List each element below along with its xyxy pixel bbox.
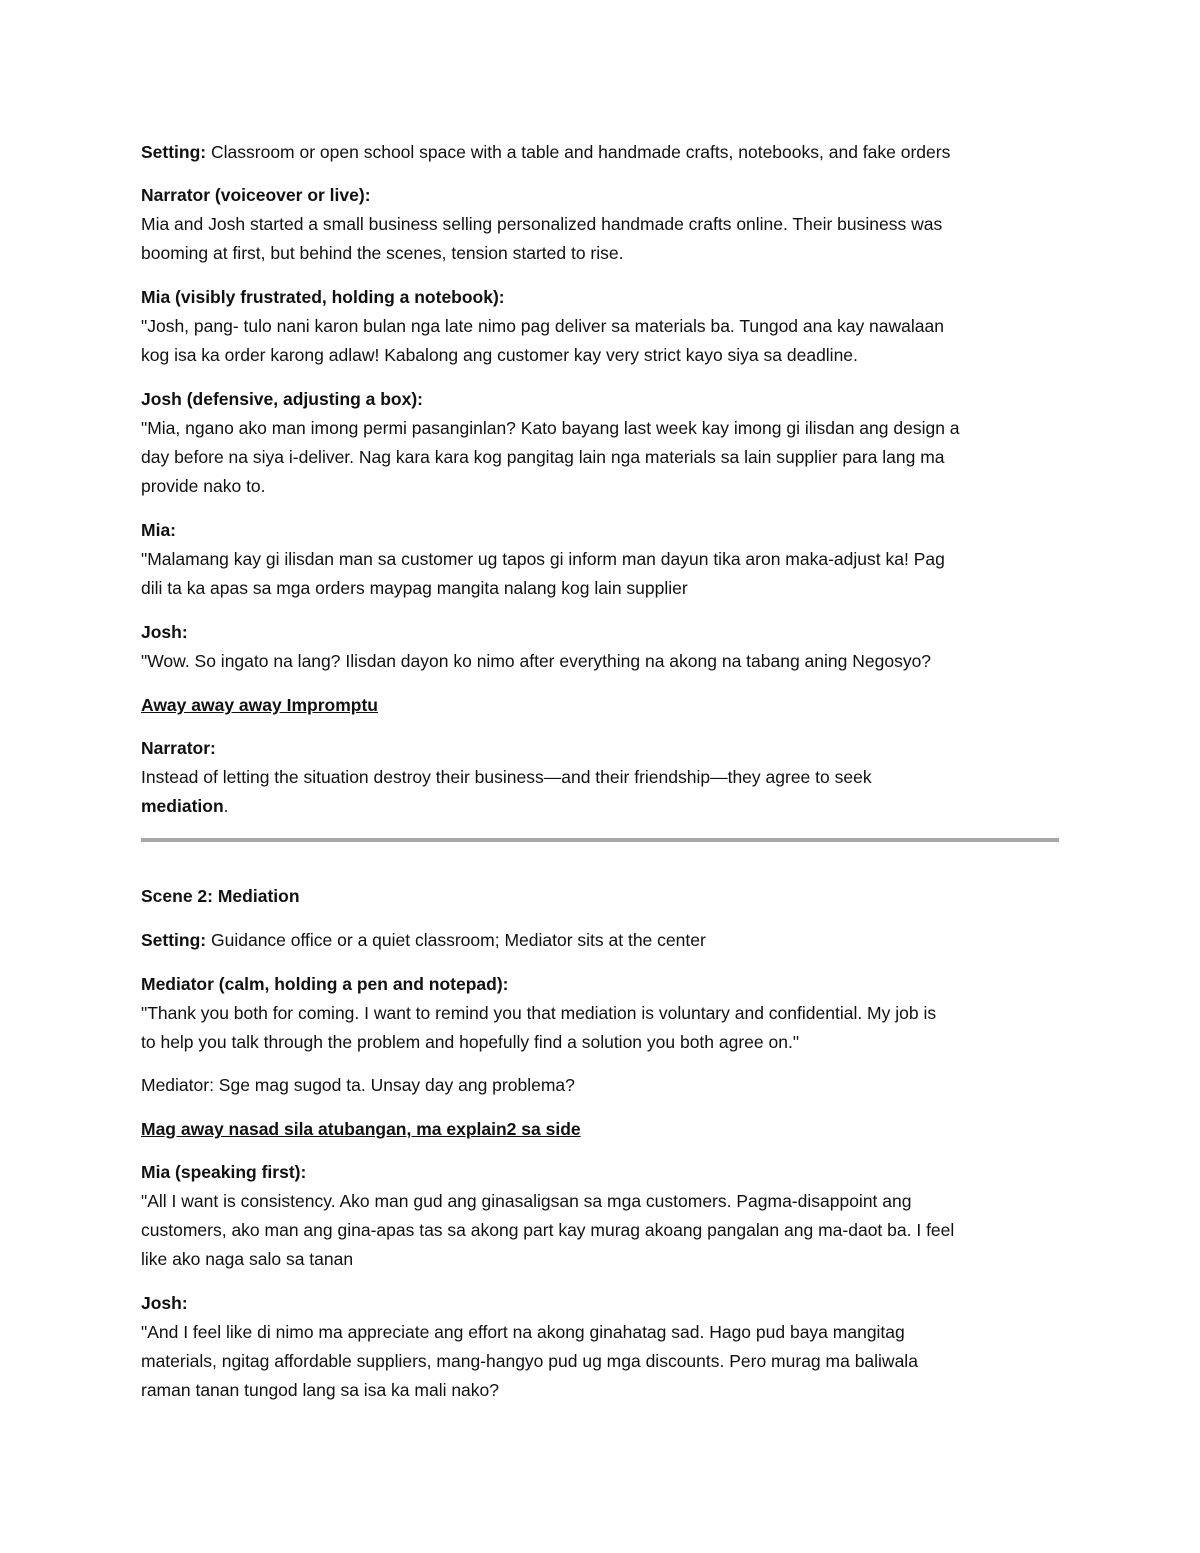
josh-text-line: "Wow. So ingato na lang? Ilisdan dayon ko nimo after everything na akong na tabang aning Negosyo?: [141, 651, 932, 671]
setting-line: [141, 926, 1059, 955]
setting-label: Setting:: [141, 930, 207, 950]
document-page: [141, 138, 1059, 1405]
narrator-heading: Narrator:: [141, 738, 216, 758]
scene-title: Scene 2: Mediation: [141, 886, 300, 906]
mia-text-line: customers, ako man ang gina-apas tas sa akong part kay murag akoang pangalan ang ma-daot ba. I feel: [141, 1220, 955, 1240]
impromptu-note: [141, 691, 1059, 720]
mia-heading: Mia (speaking first):: [141, 1162, 307, 1182]
narrator-text-line: booming at first, but behind the scenes, tension started to rise.: [141, 243, 624, 263]
mediator-heading: Mediator (calm, holding a pen and notepad):: [141, 974, 509, 994]
josh-heading: Josh:: [141, 1293, 188, 1313]
josh-text-line: day before na siya i-deliver. Nag kara kara kog pangitag lain nga materials sa lain supplier para lang ma: [141, 447, 945, 467]
horizontal-divider: [141, 838, 1059, 842]
josh-heading: Josh (defensive, adjusting a box):: [141, 389, 423, 409]
josh-text-line: raman tanan tungod lang sa isa ka mali nako?: [141, 1380, 500, 1400]
setting-label: Setting:: [141, 142, 207, 162]
impromptu-note-text: Mag away nasad sila atubangan, ma explain2 sa side: [141, 1119, 581, 1139]
mia-text-line: like ako naga salo sa tanan: [141, 1249, 354, 1269]
narrator-text-line: Mia and Josh started a small business selling personalized handmade crafts online. Their business was: [141, 214, 943, 234]
mia-text-line: "Malamang kay gi ilisdan man sa customer ug tapos gi inform man dayun tika aron maka-adjust ka! Pag: [141, 549, 945, 569]
setting-line: [141, 138, 1059, 167]
setting-text: Guidance office or a quiet classroom; Mediator sits at the center: [206, 930, 706, 950]
narrator-text-line: [141, 792, 1059, 821]
mia-text-line: "Josh, pang- tulo nani karon bulan nga late nimo pag deliver sa materials ba. Tungod ana kay nawalaan: [141, 316, 944, 336]
mediator-text-line: "Thank you both for coming. I want to remind you that mediation is voluntary and confidential. My job is: [141, 1003, 937, 1023]
josh-text-line: materials, ngitag affordable suppliers, mang-hangyo pud ug mga discounts. Pero murag ma baliwala: [141, 1351, 918, 1371]
mia-text-line: "All I want is consistency. Ako man gud ang ginasaligsan sa mga customers. Pagma-disappoint ang: [141, 1191, 912, 1211]
narrator-heading: Narrator (voiceover or live):: [141, 185, 371, 205]
josh-text-line: provide nako to.: [141, 476, 266, 496]
impromptu-note: [141, 1115, 1059, 1144]
mediator-text-line: to help you talk through the problem and hopefully find a solution you both agree on.": [141, 1032, 800, 1052]
mia-text-line: kog isa ka order karong adlaw! Kabalong ang customer kay very strict kayo siya sa deadline.: [141, 345, 858, 365]
setting-text: Classroom or open school space with a table and handmade crafts, notebooks, and fake orders: [206, 142, 951, 162]
mia-heading: Mia:: [141, 520, 176, 540]
mia-heading: Mia (visibly frustrated, holding a notebook):: [141, 287, 505, 307]
mediator-line: Mediator: Sge mag sugod ta. Unsay day ang problema?: [141, 1075, 575, 1095]
narrator-text-line: Instead of letting the situation destroy their business—and their friendship—they agree to seek: [141, 767, 872, 787]
mia-text-line: dili ta ka apas sa mga orders maypag mangita nalang kog lain supplier: [141, 578, 688, 598]
josh-text-line: "Mia, ngano ako man imong permi pasanginlan? Kato bayang last week kay imong gi ilisdan ang design a: [141, 418, 960, 438]
josh-text-line: "And I feel like di nimo ma appreciate ang effort na akong ginahatag sad. Hago pud baya mangitag: [141, 1322, 905, 1342]
period: .: [223, 796, 229, 816]
josh-heading: Josh:: [141, 622, 188, 642]
mediation-word: mediation: [141, 796, 224, 816]
impromptu-note-text: Away away away Impromptu: [141, 695, 378, 715]
